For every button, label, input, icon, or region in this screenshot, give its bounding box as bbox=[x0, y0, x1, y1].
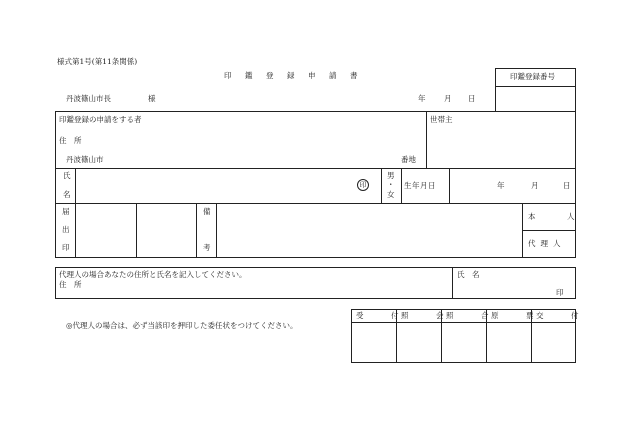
address-label: 住 所 bbox=[59, 136, 82, 145]
sex-separator: ・ bbox=[387, 180, 395, 189]
sex-column-right bbox=[401, 168, 402, 203]
row-divider-stamp bbox=[55, 203, 576, 204]
banchi-label: 番地 bbox=[401, 155, 416, 164]
applicant-label: 印鑑登録の申請をする者 bbox=[59, 115, 142, 124]
birth-day: 日 bbox=[563, 181, 571, 190]
label-column-divider bbox=[75, 168, 76, 258]
sex-male[interactable]: 男 bbox=[387, 171, 395, 180]
householder-divider bbox=[426, 111, 427, 168]
seal-circle-icon: 印 bbox=[357, 179, 369, 191]
notes-label-1: 備 bbox=[203, 207, 211, 216]
sex-column-left bbox=[381, 168, 382, 203]
householder-label: 世帯主 bbox=[430, 115, 453, 124]
office-col-verify: 照 合 bbox=[446, 311, 499, 320]
sex-female[interactable]: 女 bbox=[387, 190, 395, 199]
proxy-notice: ◎代理人の場合は、必ず当該印を押印した委任状をつけてください。 bbox=[66, 321, 298, 330]
form-number: 様式第1号(第11条関係) bbox=[57, 57, 138, 66]
city-name: 丹波篠山市 bbox=[66, 155, 104, 164]
self-agent-row-divider bbox=[522, 230, 576, 231]
office-col-inquiry: 照 会 bbox=[401, 311, 454, 320]
name-label-top: 氏 bbox=[63, 171, 71, 180]
birth-date-label: 生年月日 bbox=[404, 181, 436, 190]
registration-number-divider bbox=[495, 86, 576, 87]
todokede-label-3: 印 bbox=[62, 243, 70, 252]
agent-name-label: 氏 名 bbox=[457, 270, 480, 279]
todokede-label-1: 届 bbox=[62, 207, 70, 216]
agent-name-divider bbox=[452, 267, 453, 299]
honorific: 様 bbox=[148, 94, 156, 103]
agent-option[interactable]: 代理人 bbox=[528, 239, 566, 248]
form-title: 印 鑑 登 録 申 請 書 bbox=[224, 71, 361, 80]
addressee: 丹波篠山市長 bbox=[66, 94, 111, 103]
stamp-cell-divider-1 bbox=[136, 203, 137, 258]
row-divider-name bbox=[55, 168, 576, 169]
agent-address-label: 住 所 bbox=[59, 280, 82, 289]
name-label-bottom: 名 bbox=[63, 190, 71, 199]
date-day: 日 bbox=[468, 94, 476, 103]
todokede-label-2: 出 bbox=[62, 225, 70, 234]
agent-note: 代理人の場合あなたの住所と氏名を記入してください。 bbox=[59, 270, 247, 279]
agent-seal-label: 印 bbox=[556, 288, 564, 297]
office-header-divider bbox=[351, 322, 576, 323]
birth-month: 月 bbox=[531, 181, 539, 190]
date-year: 年 bbox=[418, 94, 426, 103]
office-col-receipt: 受 付 bbox=[356, 311, 409, 320]
notes-label-2: 考 bbox=[203, 243, 211, 252]
stamp-cell-divider-2 bbox=[196, 203, 197, 258]
self-option[interactable]: 本 人 bbox=[528, 212, 587, 221]
registration-number-label: 印鑑登録番号 bbox=[510, 72, 555, 81]
notes-label-divider bbox=[216, 203, 217, 258]
office-col-original: 原 票 bbox=[491, 311, 544, 320]
date-month: 月 bbox=[444, 94, 452, 103]
office-col-issue: 交 付 bbox=[536, 311, 589, 320]
birth-column-divider bbox=[449, 168, 450, 203]
birth-year: 年 bbox=[497, 181, 505, 190]
